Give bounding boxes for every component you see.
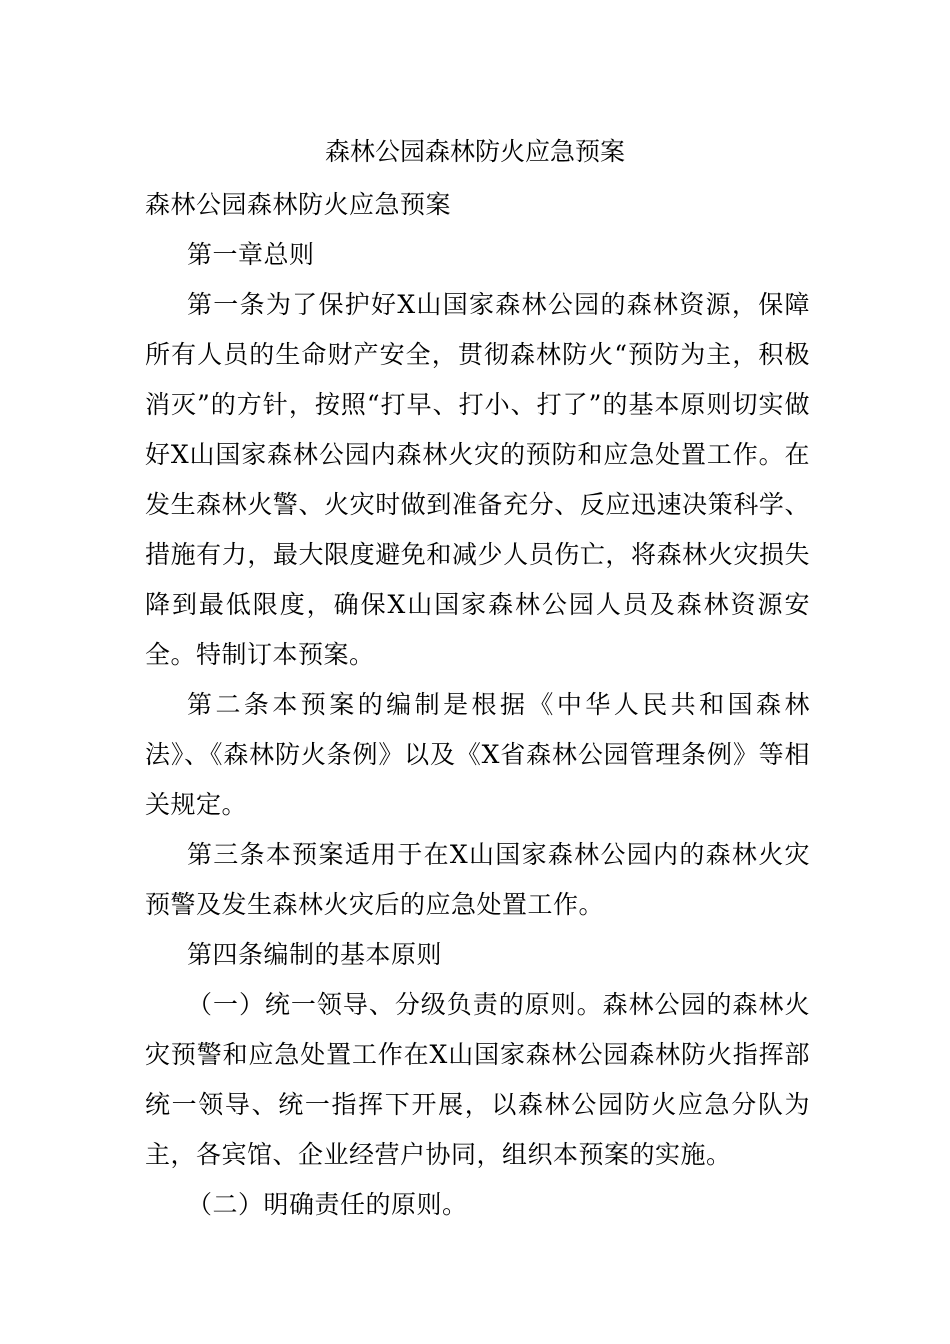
document-title: 森林公园森林防火应急预案 [324,137,625,166]
document-body [145,180,810,1230]
article-2-paragraph: 第二条本预案的编制是根据《中华人民共和国森林法》、《森林防火条例》以及《X省森林公园管理条例》等相关规定。 [145,690,810,819]
article-4-heading: 第四条编制的基本原则 [187,940,443,969]
principle-2-paragraph: （二）明确责任的原则。 [187,1190,468,1219]
principle-1-paragraph: （一）统一领导、分级负责的原则。森林公园的森林火灾预警和应急处置工作在X山国家森林公园森林防火指挥部统一领导、统一指挥下开展，以森林公园防火应急分队为主，各宾馆、企业经营户协同，组织本预案的实施。 [145,990,810,1169]
chapter-heading: 第一章总则 [187,240,315,269]
article-1-paragraph: 第一条为了保护好X山国家森林公园的森林资源，保障所有人员的生命财产安全，贯彻森林防火“预防为主，积极消灭”的方针，按照“打早、打小、打了”的基本原则切实做好X山国家森林公园内森林火灾的预防和应急处置工作。在发生森林火警、火灾时做到准备充分、反应迅速决策科学、措施有力，最大限度避免和减少人员伤亡，将森林火灾损失降到最低限度，确保X山国家森林公园人员及森林资源安全。特制订本预案。 [145,290,810,669]
subtitle-paragraph: 森林公园森林防火应急预案 [145,190,452,219]
article-3-paragraph: 第三条本预案适用于在X山国家森林公园内的森林火灾预警及发生森林火灾后的应急处置工作。 [145,840,810,919]
